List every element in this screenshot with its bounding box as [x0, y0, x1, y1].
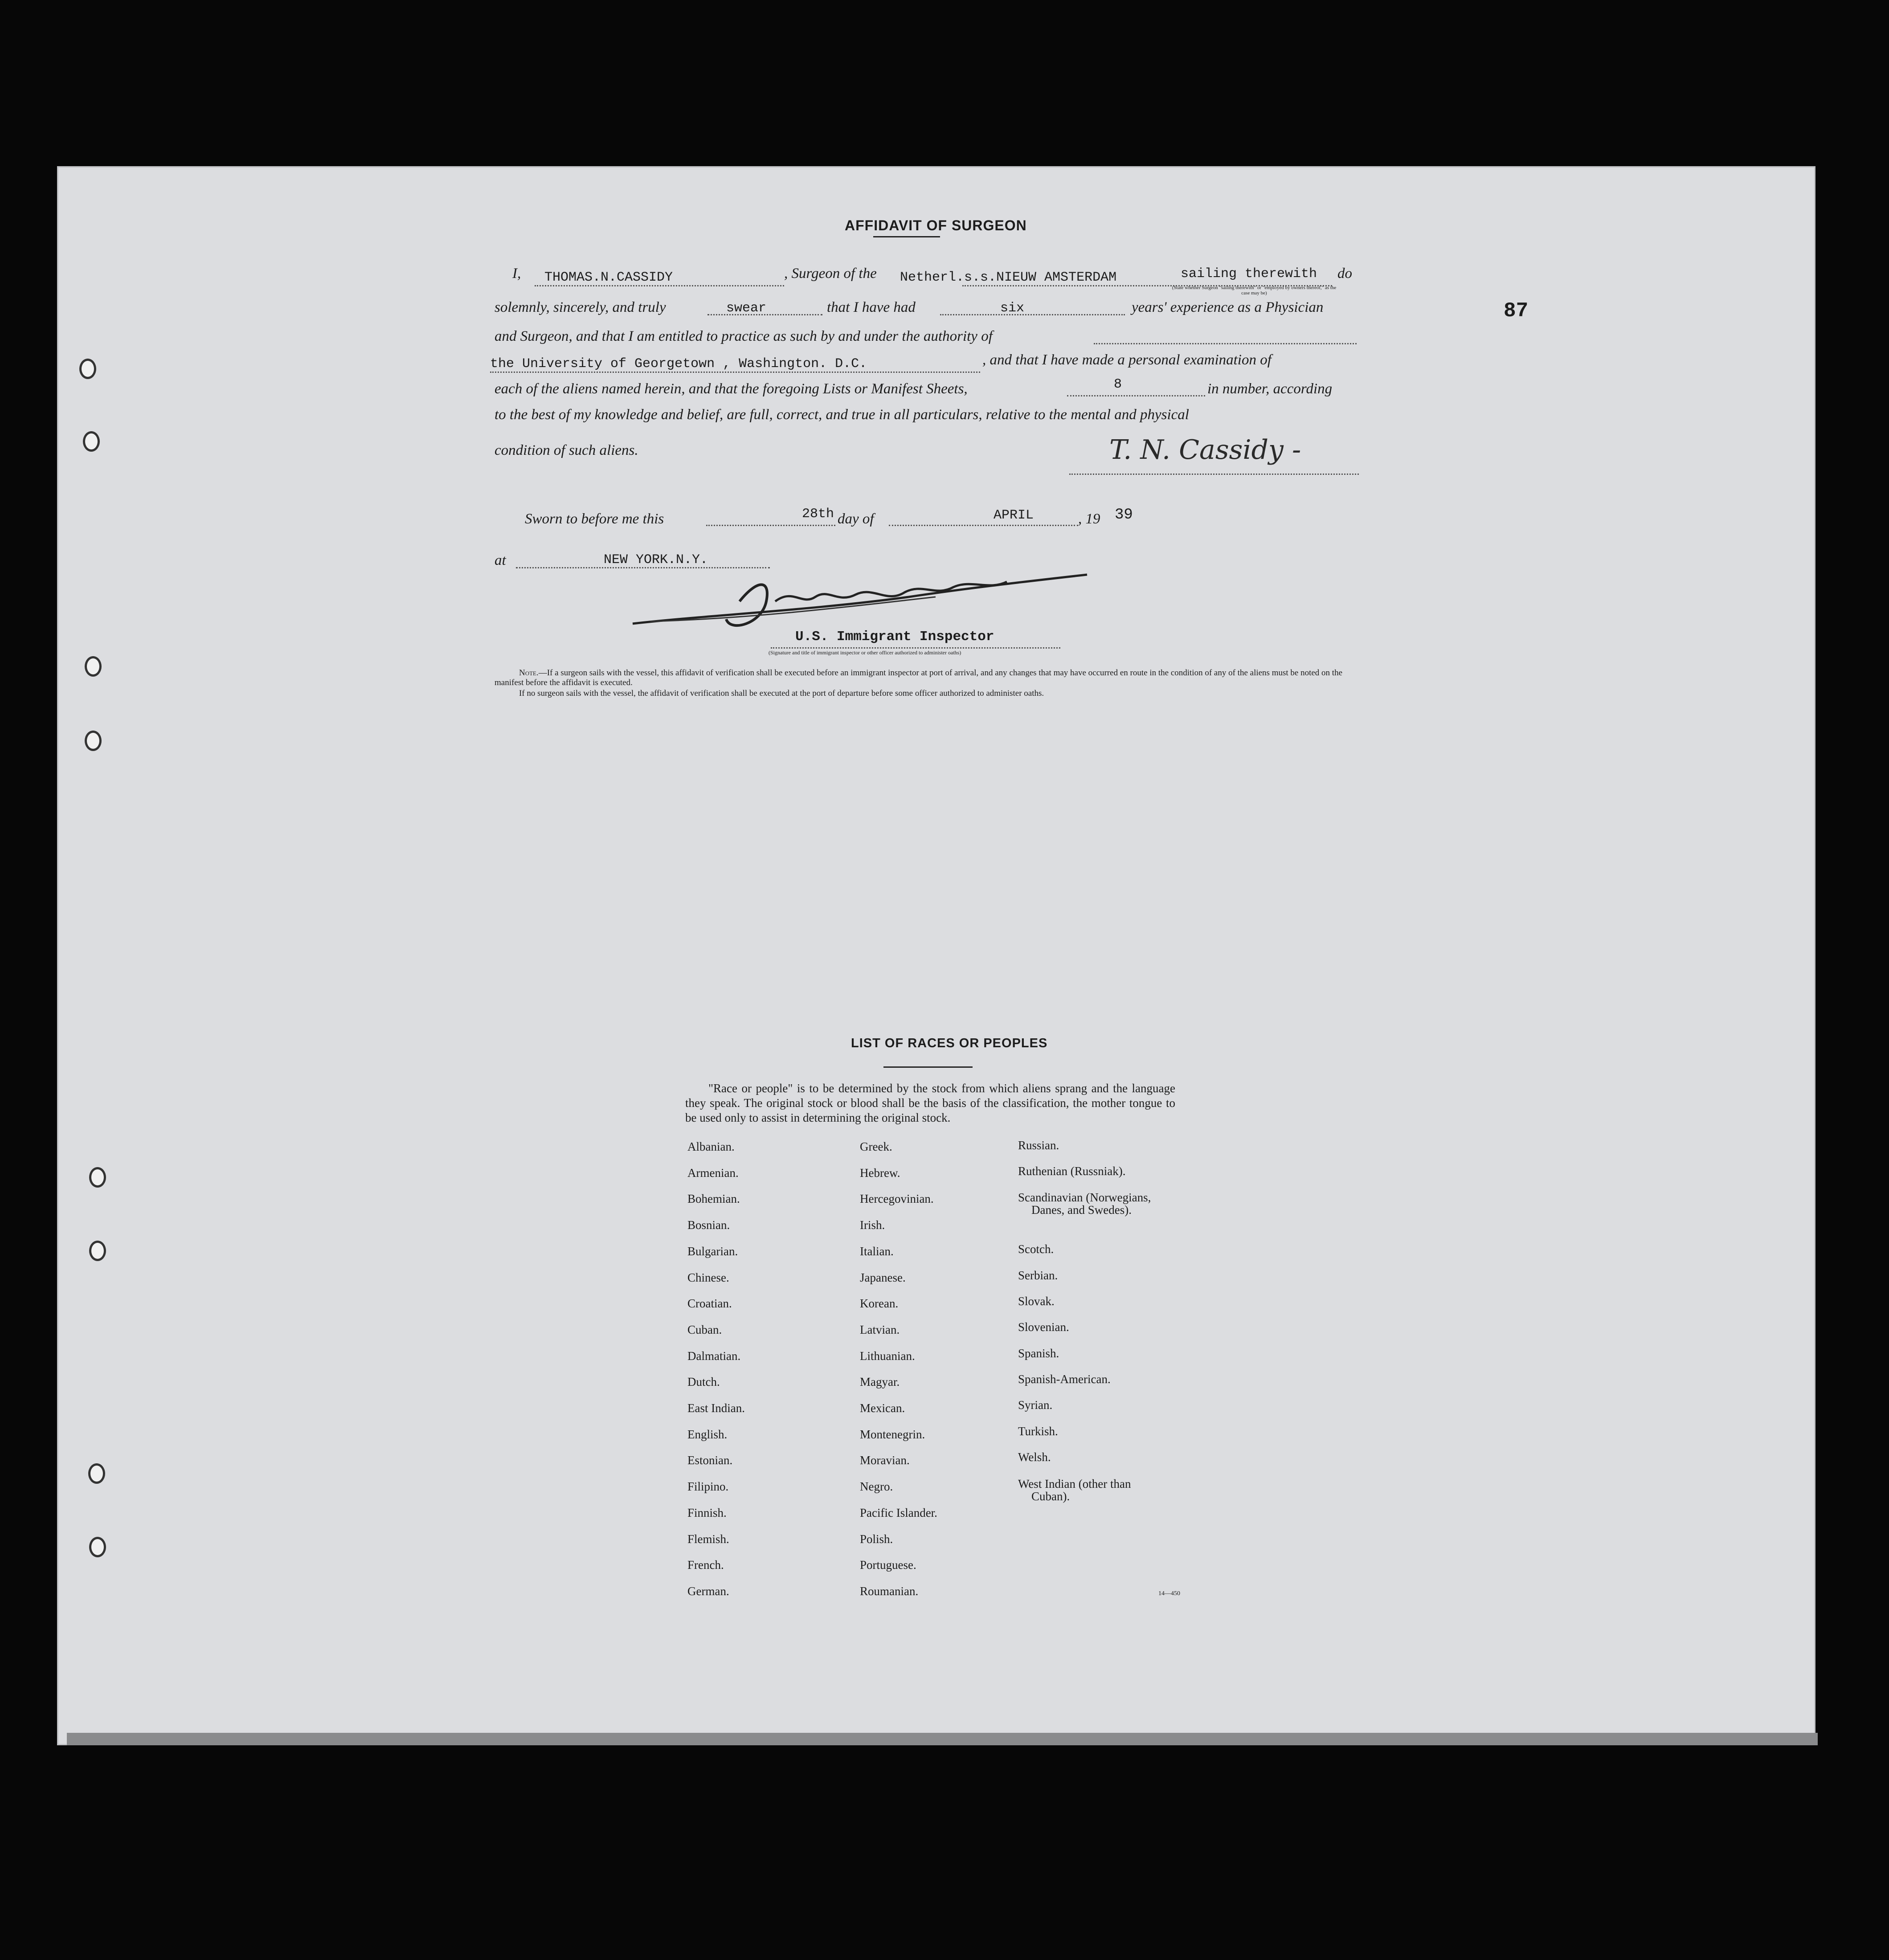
oath-type: swear	[726, 301, 767, 316]
race-item: Spanish.	[1018, 1347, 1059, 1360]
fill-line	[1067, 395, 1205, 396]
title-rule	[873, 236, 940, 237]
binder-hole	[88, 1463, 105, 1484]
page-edge	[67, 1733, 1818, 1745]
race-item: Cuban.	[687, 1323, 722, 1336]
race-item: Lithuanian.	[860, 1349, 915, 1363]
race-item: Greek.	[860, 1140, 892, 1153]
race-item: Bulgarian.	[687, 1244, 738, 1258]
fill-line	[707, 314, 822, 315]
race-item: Dalmatian.	[687, 1349, 741, 1363]
race-item: Slovak.	[1018, 1294, 1055, 1308]
form-number: 14—450	[1158, 1590, 1180, 1597]
race-item: Japanese.	[860, 1270, 906, 1284]
sworn-year: 39	[1115, 506, 1133, 523]
affidavit-text: years' experience as a Physician	[1132, 299, 1324, 315]
race-item: Slovenian.	[1018, 1320, 1069, 1334]
inspector-title: U.S. Immigrant Inspector	[795, 629, 994, 645]
binder-hole	[89, 1537, 106, 1557]
binder-hole	[85, 656, 102, 677]
page-number: 87	[1504, 299, 1529, 323]
affidavit-title: AFFIDAVIT OF SURGEON	[845, 217, 1027, 233]
binder-hole	[89, 1167, 106, 1188]
note-text	[495, 668, 1361, 688]
race-item: Moravian.	[860, 1454, 910, 1467]
affidavit-text: do	[1337, 265, 1352, 282]
race-item: Dutch.	[687, 1375, 720, 1389]
affidavit-text: I,	[512, 265, 521, 282]
affidavit-text: Sworn to before me this	[525, 511, 664, 527]
race-item: Magyar.	[860, 1375, 900, 1389]
title-rule	[883, 1066, 973, 1068]
note-paragraph-2: If no surgeon sails with the vessel, the affidavit of verification shall be executed at the port of departure before some officer authorized to administer oaths.	[519, 689, 1044, 698]
race-item: Russian.	[1018, 1139, 1059, 1152]
binder-hole	[79, 359, 96, 379]
race-item: East Indian.	[687, 1401, 745, 1415]
binder-hole	[85, 731, 102, 751]
race-item: Bohemian.	[687, 1192, 740, 1206]
race-item: Latvian.	[860, 1323, 900, 1336]
inspector-caption: (Signature and title of immigrant inspector or other officer authorized to administer oaths)	[769, 649, 961, 656]
race-item: Roumanian.	[860, 1584, 919, 1598]
manifest-sheets: 8	[1114, 377, 1122, 392]
affidavit-text: in number, according	[1207, 381, 1333, 397]
race-item: German.	[687, 1584, 729, 1598]
vessel-name: Netherl.s.s.NIEUW AMSTERDAM	[900, 270, 1117, 285]
surgeon-name: THOMAS.N.CASSIDY	[544, 270, 673, 285]
race-item: Danes, and Swedes).	[1031, 1203, 1132, 1217]
race-item: Flemish.	[687, 1532, 729, 1546]
sworn-month: APRIL	[994, 508, 1034, 523]
authority: the University of Georgetown , Washington. D.C.	[490, 356, 867, 372]
race-item: English.	[687, 1427, 728, 1441]
race-item: Mexican.	[860, 1401, 905, 1415]
race-item: Finnish.	[687, 1506, 727, 1519]
sailing-status: sailing therewith	[1181, 266, 1317, 282]
affidavit-text: condition of such aliens.	[495, 442, 638, 458]
race-item: Armenian.	[687, 1166, 739, 1180]
race-item: Welsh.	[1018, 1450, 1051, 1464]
note-label: Note.	[519, 668, 539, 678]
races-title: LIST OF RACES OR PEOPLES	[851, 1036, 1048, 1050]
years-experience: six	[1000, 301, 1025, 316]
fill-line	[535, 285, 784, 286]
signature-line	[1069, 474, 1359, 475]
signature-line	[771, 647, 1060, 649]
race-item: Korean.	[860, 1297, 899, 1311]
fill-line	[1094, 343, 1357, 344]
race-item: Hebrew.	[860, 1166, 900, 1180]
race-item: Bosnian.	[687, 1218, 730, 1232]
race-item: Scotch.	[1018, 1242, 1054, 1256]
vessel-caption: (State whether Surgeon "sailing therewith" or "employed by owners thereof," as the case may be)	[1172, 285, 1337, 296]
race-item: Chinese.	[687, 1270, 729, 1284]
race-item: Pacific Islander.	[860, 1506, 937, 1519]
race-item: Italian.	[860, 1244, 894, 1258]
fill-line	[940, 314, 1125, 315]
race-item: West Indian (other than	[1018, 1477, 1131, 1490]
race-item: Syrian.	[1018, 1398, 1053, 1412]
sworn-day: 28th	[802, 506, 834, 522]
fill-line	[490, 372, 980, 373]
affidavit-text: at	[495, 552, 506, 568]
race-item: Spanish-American.	[1018, 1372, 1111, 1386]
note-paragraph-1: —If a surgeon sails with the vessel, this affidavit of verification shall be executed before an immigrant inspector at port of arrival, and any changes that may have occurred en route in the condition of any of the aliens must be noted on the manifest before the affidavit is executed.	[495, 668, 1343, 687]
affidavit-text: , 19	[1078, 511, 1100, 527]
surgeon-signature: T. N. Cassidy -	[1109, 434, 1301, 466]
race-item: Estonian.	[687, 1454, 733, 1467]
race-item: Scandinavian (Norwegians,	[1018, 1191, 1151, 1204]
races-intro: "Race or people" is to be determined by the stock from which aliens sprang and the language they speak. The original stock or blood shall be the basis of the classification, the mother tongue to be used only to assist in determining the original stock.	[685, 1082, 1175, 1124]
race-item: Serbian.	[1018, 1269, 1058, 1282]
race-item: Negro.	[860, 1480, 893, 1494]
race-item: Albanian.	[687, 1140, 735, 1153]
race-item: Filipino.	[687, 1480, 729, 1494]
race-item: Ruthenian (Russniak).	[1018, 1164, 1126, 1178]
sworn-place: NEW YORK.N.Y.	[604, 552, 708, 568]
fill-line	[706, 525, 835, 526]
race-item: Cuban).	[1031, 1490, 1070, 1503]
race-item: Turkish.	[1018, 1425, 1058, 1438]
race-item: Montenegrin.	[860, 1427, 925, 1441]
race-item: Irish.	[860, 1218, 885, 1232]
race-item: Hercegovinian.	[860, 1192, 934, 1206]
inspector-signature	[624, 561, 1096, 637]
affidavit-text: , Surgeon of the	[784, 265, 877, 282]
fill-line	[889, 525, 1078, 526]
affidavit-text: that I have had	[827, 299, 916, 315]
affidavit-text: each of the aliens named herein, and that the foregoing Lists or Manifest Sheets,	[495, 381, 968, 397]
binder-hole	[83, 431, 100, 452]
race-item: Polish.	[860, 1532, 893, 1546]
affidavit-text: to the best of my knowledge and belief, are full, correct, and true in all particulars, relative to the mental and physical	[495, 407, 1189, 423]
affidavit-text: , and that I have made a personal examination of	[982, 352, 1272, 368]
affidavit-text: day of	[838, 511, 874, 527]
affidavit-text: and Surgeon, and that I am entitled to practice as such by and under the authority of	[495, 328, 993, 344]
race-item: Portuguese.	[860, 1558, 916, 1572]
affidavit-text: solemnly, sincerely, and truly	[495, 299, 666, 315]
binder-hole	[89, 1241, 106, 1261]
race-item: French.	[687, 1558, 724, 1572]
race-item: Croatian.	[687, 1297, 732, 1311]
